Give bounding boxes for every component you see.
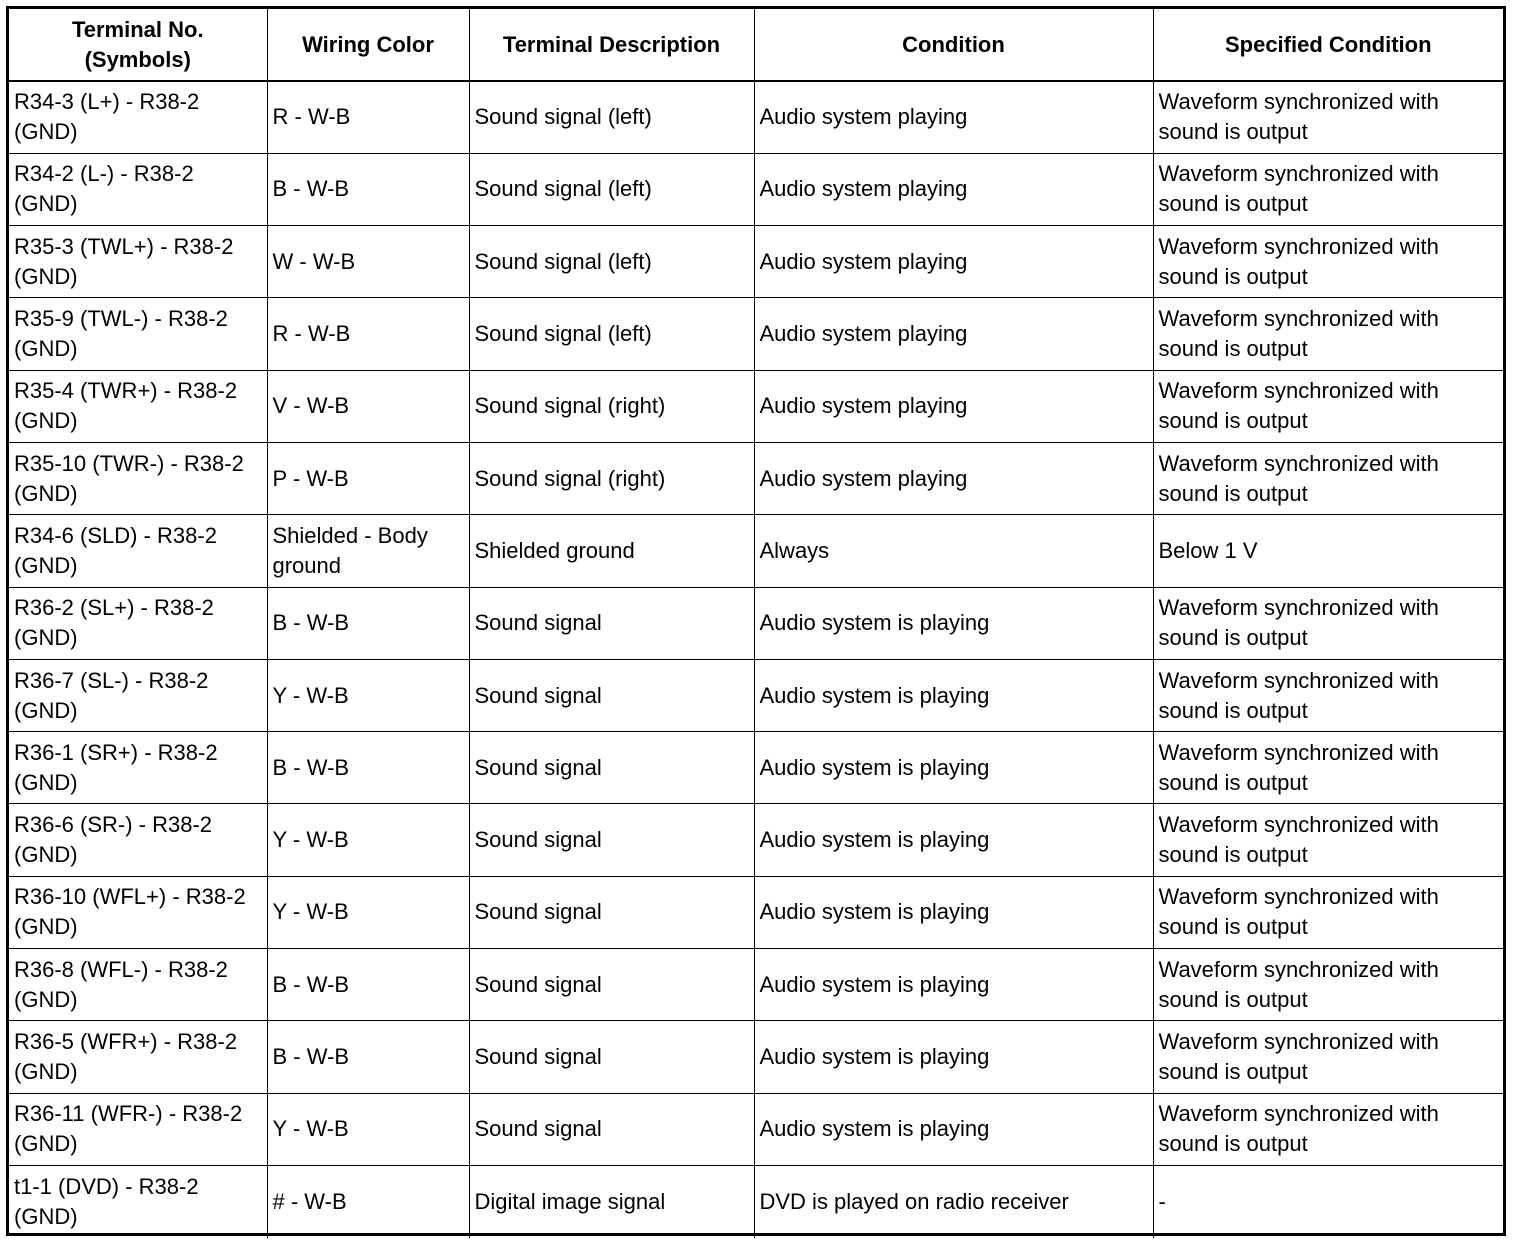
- cell-wiring-color: V - W-B: [267, 370, 469, 442]
- table-row: [9, 298, 1503, 370]
- terminal-table: [9, 9, 1503, 1238]
- cell-terminal-description: Sound signal (right): [469, 442, 754, 514]
- header-terminal-no: [9, 9, 267, 81]
- cell-condition: Audio system is playing: [754, 659, 1153, 731]
- cell-specified-condition: Waveform synchronized with sound is output: [1153, 1021, 1503, 1093]
- table-row: [9, 153, 1503, 225]
- cell-terminal-description: Sound signal: [469, 949, 754, 1021]
- cell-condition: Audio system is playing: [754, 1093, 1153, 1165]
- cell-wiring-color: Shielded - Body ground: [267, 515, 469, 587]
- cell-terminal: R34-2 (L-) - R38-2 (GND): [9, 153, 267, 225]
- cell-specified-condition: Waveform synchronized with sound is output: [1153, 876, 1503, 948]
- cell-wiring-color: Y - W-B: [267, 804, 469, 876]
- cell-specified-condition: Below 1 V: [1153, 515, 1503, 587]
- cell-specified-condition: Waveform synchronized with sound is output: [1153, 659, 1503, 731]
- cell-terminal: R35-9 (TWL-) - R38-2 (GND): [9, 298, 267, 370]
- table-row: [9, 949, 1503, 1021]
- table-row: [9, 804, 1503, 876]
- cell-terminal: R36-10 (WFL+) - R38-2 (GND): [9, 876, 267, 948]
- cell-terminal: R36-2 (SL+) - R38-2 (GND): [9, 587, 267, 659]
- cell-specified-condition: Waveform synchronized with sound is output: [1153, 442, 1503, 514]
- header-terminal-no-line2: (Symbols): [84, 46, 191, 72]
- table-row: [9, 876, 1503, 948]
- header-terminal-no-line1: Terminal No.: [71, 16, 204, 42]
- cell-specified-condition: Waveform synchronized with sound is output: [1153, 804, 1503, 876]
- table-row: [9, 515, 1503, 587]
- cell-wiring-color: R - W-B: [267, 81, 469, 153]
- cell-wiring-color: Y - W-B: [267, 659, 469, 731]
- cell-terminal-description: Sound signal: [469, 1093, 754, 1165]
- cell-terminal-description: Sound signal: [469, 1021, 754, 1093]
- cell-terminal-description: Sound signal (right): [469, 370, 754, 442]
- cell-wiring-color: Y - W-B: [267, 876, 469, 948]
- cell-terminal-description: Sound signal: [469, 659, 754, 731]
- table-row: [9, 81, 1503, 153]
- header-specified-condition: Specified Condition: [1153, 9, 1503, 81]
- cell-wiring-color: B - W-B: [267, 587, 469, 659]
- cell-terminal-description: Sound signal: [469, 587, 754, 659]
- table-row: [9, 1165, 1503, 1237]
- table-row: [9, 1093, 1503, 1165]
- table-row: [9, 587, 1503, 659]
- cell-condition: Audio system is playing: [754, 732, 1153, 804]
- cell-terminal: R35-4 (TWR+) - R38-2 (GND): [9, 370, 267, 442]
- cell-terminal-description: Sound signal: [469, 732, 754, 804]
- header-wiring-color: Wiring Color: [267, 9, 469, 81]
- cell-specified-condition: Waveform synchronized with sound is output: [1153, 298, 1503, 370]
- cell-specified-condition: -: [1153, 1165, 1503, 1237]
- cell-condition: DVD is played on radio receiver: [754, 1165, 1153, 1237]
- cell-terminal: R35-10 (TWR-) - R38-2 (GND): [9, 442, 267, 514]
- cell-specified-condition: Waveform synchronized with sound is output: [1153, 81, 1503, 153]
- cell-wiring-color: P - W-B: [267, 442, 469, 514]
- terminal-table-frame: [6, 6, 1506, 1236]
- cell-terminal: R36-11 (WFR-) - R38-2 (GND): [9, 1093, 267, 1165]
- cell-terminal: R35-3 (TWL+) - R38-2 (GND): [9, 226, 267, 298]
- cell-terminal: R36-6 (SR-) - R38-2 (GND): [9, 804, 267, 876]
- cell-specified-condition: Waveform synchronized with sound is output: [1153, 949, 1503, 1021]
- cell-wiring-color: B - W-B: [267, 732, 469, 804]
- cell-terminal: R36-5 (WFR+) - R38-2 (GND): [9, 1021, 267, 1093]
- cell-wiring-color: R - W-B: [267, 298, 469, 370]
- cell-specified-condition: Waveform synchronized with sound is output: [1153, 587, 1503, 659]
- cell-terminal-description: Sound signal: [469, 804, 754, 876]
- cell-condition: Audio system playing: [754, 153, 1153, 225]
- cell-terminal-description: Digital image signal: [469, 1165, 754, 1237]
- cell-wiring-color: # - W-B: [267, 1165, 469, 1237]
- cell-wiring-color: B - W-B: [267, 949, 469, 1021]
- table-body: [9, 81, 1503, 1238]
- cell-specified-condition: Waveform synchronized with sound is output: [1153, 732, 1503, 804]
- cell-specified-condition: Waveform synchronized with sound is output: [1153, 370, 1503, 442]
- cell-condition: Audio system is playing: [754, 587, 1153, 659]
- cell-terminal: R36-8 (WFL-) - R38-2 (GND): [9, 949, 267, 1021]
- cell-terminal: R34-3 (L+) - R38-2 (GND): [9, 81, 267, 153]
- cell-condition: Audio system playing: [754, 298, 1153, 370]
- cell-terminal-description: Sound signal (left): [469, 153, 754, 225]
- table-row: [9, 659, 1503, 731]
- cell-wiring-color: B - W-B: [267, 1021, 469, 1093]
- cell-condition: Audio system is playing: [754, 876, 1153, 948]
- header-row: [9, 9, 1503, 81]
- cell-terminal: R36-1 (SR+) - R38-2 (GND): [9, 732, 267, 804]
- cell-specified-condition: Waveform synchronized with sound is output: [1153, 1093, 1503, 1165]
- table-row: [9, 732, 1503, 804]
- table-row: [9, 442, 1503, 514]
- cell-condition: Audio system playing: [754, 370, 1153, 442]
- cell-condition: Audio system is playing: [754, 1021, 1153, 1093]
- cell-condition: Always: [754, 515, 1153, 587]
- table-row: [9, 1021, 1503, 1093]
- cell-terminal-description: Sound signal (left): [469, 226, 754, 298]
- cell-terminal: t1-1 (DVD) - R38-2 (GND): [9, 1165, 267, 1237]
- cell-terminal: R34-6 (SLD) - R38-2 (GND): [9, 515, 267, 587]
- cell-condition: Audio system is playing: [754, 804, 1153, 876]
- cell-wiring-color: W - W-B: [267, 226, 469, 298]
- table-row: [9, 370, 1503, 442]
- cell-terminal-description: Shielded ground: [469, 515, 754, 587]
- header-condition: Condition: [754, 9, 1153, 81]
- cell-condition: Audio system playing: [754, 226, 1153, 298]
- cell-wiring-color: Y - W-B: [267, 1093, 469, 1165]
- cell-terminal-description: Sound signal (left): [469, 298, 754, 370]
- cell-specified-condition: Waveform synchronized with sound is output: [1153, 153, 1503, 225]
- cell-terminal-description: Sound signal (left): [469, 81, 754, 153]
- cell-condition: Audio system is playing: [754, 949, 1153, 1021]
- cell-wiring-color: B - W-B: [267, 153, 469, 225]
- cell-terminal: R36-7 (SL-) - R38-2 (GND): [9, 659, 267, 731]
- table-row: [9, 226, 1503, 298]
- header-terminal-description: Terminal Description: [469, 9, 754, 81]
- cell-specified-condition: Waveform synchronized with sound is output: [1153, 226, 1503, 298]
- cell-condition: Audio system playing: [754, 81, 1153, 153]
- cell-condition: Audio system playing: [754, 442, 1153, 514]
- cell-terminal-description: Sound signal: [469, 876, 754, 948]
